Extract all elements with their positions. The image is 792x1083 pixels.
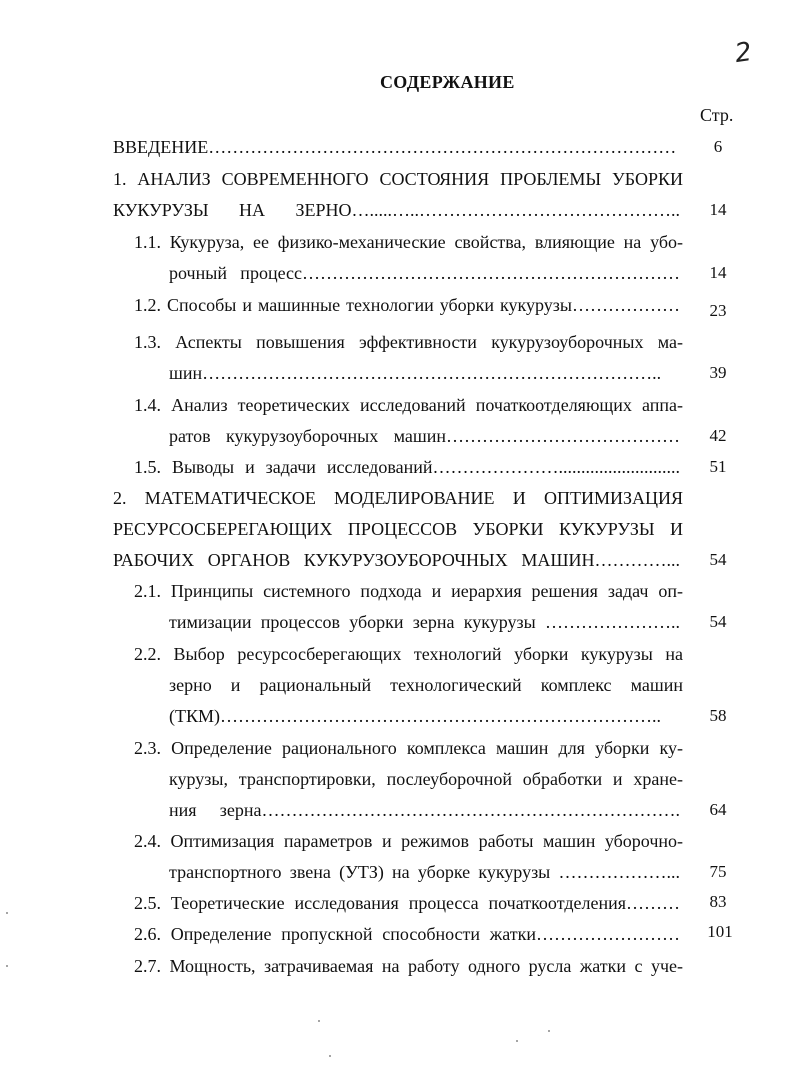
toc-section-2-3-line-3: ния зерна…………………………………………………………….: [169, 800, 680, 820]
toc-page-number: 54: [709, 550, 727, 569]
toc-page-number: 42: [709, 426, 727, 445]
toc-section-2-7-line-1: 2.7. Мощность, затрачиваемая на работу одного русла жатки с уче-: [134, 956, 683, 976]
toc-section-2-5: 2.5. Теоретические исследования процесса початкоотделения………: [134, 893, 680, 913]
toc-page-number: 83: [709, 892, 727, 911]
toc-chapter-2-line-1: 2. МАТЕМАТИЧЕСКОЕ МОДЕЛИРОВАНИЕ И ОПТИМИЗАЦИЯ: [113, 488, 683, 508]
toc-section-1-4-line-1: 1.4. Анализ теоретических исследований початкоотделяющих аппа-: [134, 395, 683, 415]
toc-section-1-2: 1.2. Способы и машинные технологии уборки кукурузы………………: [134, 295, 680, 315]
toc-section-1-1-line-1: 1.1. Кукуруза, ее физико-механические свойства, влияющие на убо-: [134, 232, 683, 252]
scan-speck: [548, 1030, 550, 1032]
toc-section-2-1-line-1: 2.1. Принципы системного подхода и иерархия решения задач оп-: [134, 581, 683, 601]
toc-page-number: 54: [709, 612, 727, 631]
toc-page-number: 23: [709, 301, 727, 320]
toc-entry-introduction: ВВЕДЕНИЕ……………………………………………………………………: [113, 137, 677, 157]
toc-page-number: 75: [709, 862, 727, 881]
toc-page-number: 14: [709, 263, 727, 282]
toc-section-2-3-line-2: курузы, транспортировки, послеуборочной обработки и хране-: [169, 769, 683, 789]
toc-section-1-3-line-2: шин…………………………………………………………………..: [169, 363, 662, 383]
toc-chapter-2-line-2: РЕСУРСОСБЕРЕГАЮЩИХ ПРОЦЕССОВ УБОРКИ КУКУРУЗЫ И: [113, 519, 683, 539]
toc-section-2-2-line-2: зерно и рациональный технологический комплекс машин: [169, 675, 683, 695]
scan-speck: [6, 912, 8, 914]
toc-section-2-4-line-1: 2.4. Оптимизация параметров и режимов работы машин уборочно-: [134, 831, 683, 851]
toc-section-2-1-line-2: тимизации процессов уборки зерна кукурузы …………………..: [169, 612, 680, 632]
scan-speck: [318, 1020, 320, 1022]
toc-section-1-4-line-2: ратов кукурузоуборочных машин…………………………………: [169, 426, 680, 446]
toc-chapter-2-line-3: РАБОЧИХ ОРГАНОВ КУКУРУЗОУБОРОЧНЫХ МАШИН…………...: [113, 550, 680, 570]
page-column-header: Стр.: [700, 105, 734, 125]
toc-section-1-1-line-2: рочный процесс………………………………………………………: [169, 263, 680, 283]
toc-section-1-3-line-1: 1.3. Аспекты повышения эффективности кукурузоуборочных ма-: [134, 332, 683, 352]
toc-page-number: 39: [709, 363, 727, 382]
toc-page-number: 58: [709, 706, 727, 725]
toc-page-number: 14: [709, 200, 727, 219]
toc-title: СОДЕРЖАНИЕ: [380, 72, 515, 92]
handwritten-page-number: 2: [732, 36, 754, 70]
toc-section-2-3-line-1: 2.3. Определение рационального комплекса машин для уборки ку-: [134, 738, 683, 758]
toc-section-2-2-line-3: (ТКМ)………………………………………………………………..: [169, 706, 661, 726]
scan-speck: [516, 1040, 518, 1042]
toc-page-number: 51: [709, 457, 727, 476]
toc-section-2-6: 2.6. Определение пропускной способности жатки……………………: [134, 924, 680, 944]
toc-page-number: 101: [707, 922, 733, 941]
scan-speck: [6, 965, 8, 967]
toc-page-number: 6: [713, 137, 723, 156]
toc-section-1-5: 1.5. Выводы и задачи исследований…………………...........................: [134, 457, 680, 477]
toc-section-2-2-line-1: 2.2. Выбор ресурсосберегающих технологий уборки кукурузы на: [134, 644, 683, 664]
toc-chapter-1-line-1: 1. АНАЛИЗ СОВРЕМЕННОГО СОСТОЯНИЯ ПРОБЛЕМЫ УБОРКИ: [113, 169, 683, 189]
toc-page-number: 64: [709, 800, 727, 819]
toc-chapter-1-line-2: КУКУРУЗЫ НА ЗЕРНО….....…..……………………………………..: [113, 200, 680, 220]
scan-speck: [329, 1055, 331, 1057]
toc-section-2-4-line-2: транспортного звена (УТЗ) на уборке кукурузы ………………...: [169, 862, 680, 882]
